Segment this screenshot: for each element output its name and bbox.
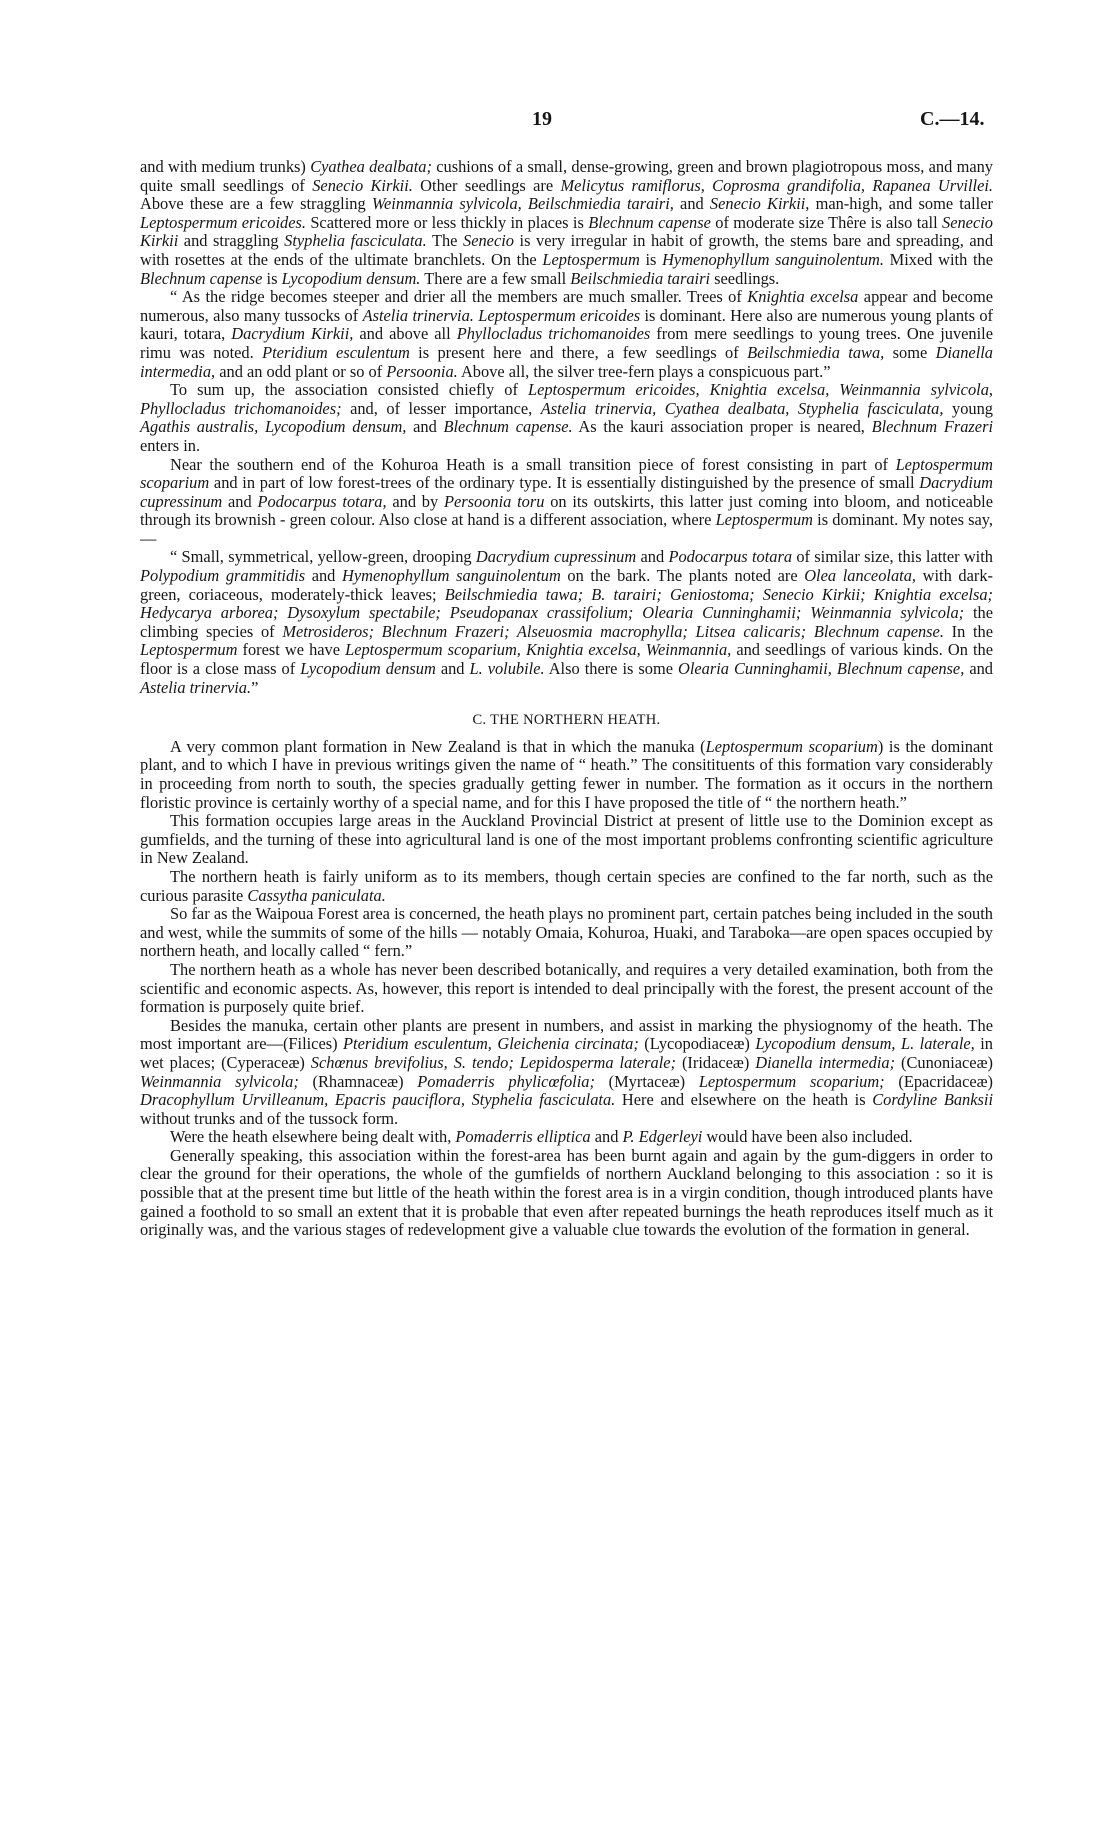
text-run: the climbing species of — [140, 603, 994, 641]
paragraph — [140, 1017, 993, 1129]
text-run: and an odd plant or so of — [215, 361, 387, 381]
italic-run: Blechnum capense — [140, 268, 263, 288]
italic-run: Dacrydium cupressinum — [475, 547, 637, 567]
italic-run: Senecio Kirkii, — [709, 194, 810, 214]
italic-run: Podocarpus totara, — [257, 491, 387, 511]
text-run: with dark-green, coriaceous, moderately-thick leaves; — [140, 566, 993, 604]
italic-run: Dacrydium Kirkii, — [231, 324, 354, 344]
italic-run: Leptospermum scoparium — [705, 736, 878, 756]
text-run: young — [943, 398, 993, 418]
italic-run: Persoonia. — [386, 361, 458, 381]
text-run: Also there is some — [544, 659, 678, 679]
text-run: is dominant. Here also are numerous young plants of kauri, totara, — [140, 305, 993, 344]
text-run: is — [262, 268, 282, 288]
italic-run: Cassytha paniculata. — [247, 885, 386, 905]
paragraph — [140, 548, 993, 697]
italic-run: Olearia Cunninghamii, Blechnum capense, — [677, 659, 965, 679]
italic-run: Leptospermum — [140, 640, 238, 660]
text-run: (Myrtaceæ) — [594, 1071, 699, 1091]
document-code: C.—14. — [920, 108, 985, 130]
page-number: 19 — [532, 108, 552, 130]
text-run: and — [673, 194, 710, 214]
text-run: Above these are a few straggling — [140, 194, 372, 214]
text-run: Scattered more or less thickly in places is — [305, 212, 589, 232]
italic-run: Astelia trinervia. — [362, 305, 474, 325]
text-run: and with medium trunks) — [140, 157, 311, 176]
text-run: There are a few small — [420, 268, 571, 288]
italic-run: Weinmannia sylvicola, Beilschmiedia tarairi, — [371, 194, 674, 214]
text-run: So far as the Waipoua Forest area is concerned, the heath plays no prominent part, certain patches being included in the south and west, while the summits of some of the hills — notably Omaia, Kohuroa, Huaki, and Taraboka—are open spaces occupied by northern heath, and locally called “ fern.” — [140, 904, 993, 961]
text-run: Generally speaking, this association within the forest-area has been burnt again and again by the gum-diggers in order to clear the ground for their operations, the whole of the gumfields of northern Auckland belonging to this association : so it is possible that at the present time but little of the heath within the forest area is in a virgin condition, though introduced plants have gained a foothold to so small an extent that it is probable that even after repeated burnings the heath reproduces itself much as it originally was, and the various stages of redevelopment give a valuable clue towards the evolution of the formation in general. — [140, 1145, 993, 1240]
italic-run: Hymenophyllum sanguinolentum — [342, 566, 561, 586]
text-run: “ As the ridge becomes steeper and drier all the members are much smaller. Trees of — [170, 287, 748, 307]
text-run: The northern heath as a whole has never been described botanically, and requires a very detailed examination, both from the scientific and economic aspects. As, however, this report is intended to deal principally with the forest, the present account of the formation is purposely quite brief. — [140, 959, 993, 1017]
italic-run: Podocarpus totara — [668, 547, 793, 567]
text-run: and above all — [353, 324, 457, 344]
paragraph — [140, 1128, 993, 1147]
paragraph — [140, 158, 993, 288]
italic-run: Weinmannia sylvicola; — [140, 1071, 299, 1091]
section-heading — [140, 711, 993, 730]
paragraph — [140, 1147, 993, 1240]
italic-run: Olea lanceolata, — [804, 566, 916, 586]
paragraph — [140, 868, 993, 905]
text-run: on the bark. The plants noted are — [560, 566, 805, 586]
italic-run: Pteridium esculentum, Gleichenia circinata; — [343, 1034, 639, 1054]
italic-run: Blechnum capense. — [443, 417, 573, 437]
paragraph — [140, 288, 993, 381]
text-run: from mere seedlings to young trees. One juvenile rimu was noted. — [140, 324, 994, 362]
text-run: To sum up, the association consisted chiefly of — [170, 380, 528, 400]
text-run: In the — [943, 621, 993, 641]
text-run: Above all, the silver tree-fern plays a conspicuous part.” — [457, 361, 831, 381]
page-header — [0, 108, 1114, 138]
text-run: A very common plant formation in New Zealand is that in which the manuka ( — [170, 736, 706, 756]
text-run: and — [964, 659, 993, 679]
text-run: The — [426, 231, 463, 251]
italic-run: Hymenophyllum sanguinolentum. — [662, 249, 884, 269]
italic-run: Leptospermum ericoides — [478, 305, 641, 325]
text-run: in wet places; (Cyperaceæ) — [140, 1034, 993, 1072]
italic-run: Senecio Kirkii. — [312, 175, 413, 195]
italic-run: Cyathea dealbata; — [310, 157, 432, 176]
italic-run: Astelia trinervia, Cyathea dealbata, Styphelia fasciculata, — [540, 398, 944, 418]
text-run: (Epacridaceæ) — [884, 1071, 994, 1091]
text-run: The northern heath is fairly uniform as to its members, though certain species are confined to the far north, such as the curious parasite — [140, 866, 993, 905]
paragraph — [140, 456, 993, 549]
text-run: and — [590, 1127, 623, 1147]
text-run: Besides the manuka, certain other plants are present in numbers, and assist in marking the physiognomy of the heath. The most important are—(Filices) — [140, 1015, 993, 1054]
text-run: would have been also included. — [702, 1127, 913, 1147]
text-run: Near the southern end of the Kohuroa Heath is a small transition piece of forest consisting in part of — [170, 454, 896, 474]
text-run: without trunks and of the tussock form. — [140, 1108, 399, 1128]
text-run: (Lycopodiaceæ) — [638, 1034, 756, 1054]
text-run: and seedlings of various kinds. On the floor is a close mass of — [140, 640, 993, 679]
text-run: some — [884, 342, 936, 362]
italic-run: Styphelia fasciculata. — [284, 231, 427, 251]
text-run: and — [435, 659, 470, 679]
text-run: and in part of low forest-trees of the ordinary type. It is essentially distinguished by the presence of small — [209, 473, 920, 493]
italic-run: Dacrydium cupressinum — [140, 473, 993, 511]
italic-run: Melicytus ramiflorus, Coprosma grandifolia, Rapanea Urvillei. — [560, 175, 993, 195]
italic-run: Pteridium esculentum — [262, 342, 410, 362]
text-run: and — [222, 491, 258, 511]
text-run: enters in. — [140, 435, 201, 455]
text-run: “ Small, symmetrical, yellow-green, drooping — [170, 547, 476, 567]
text-run: and — [636, 547, 669, 567]
paragraph — [140, 905, 993, 961]
italic-run: Leptospermum ericoides, Knightia excelsa, Weinmannia sylvicola, Phyllocladus trichomanoides; — [140, 380, 993, 418]
text-run: of moderate size Thêre is also tall — [710, 212, 943, 232]
italic-run: Agathis australis, Lycopodium densum, — [140, 417, 407, 437]
italic-run: Dianella intermedia; — [755, 1052, 896, 1072]
italic-run: Leptospermum scoparium; — [698, 1071, 885, 1091]
italic-run: Dracophyllum Urvilleanum, Epacris pauciflora, Styphelia fasciculata. — [140, 1090, 616, 1110]
text-run: and — [406, 417, 444, 437]
paragraph — [140, 961, 993, 1017]
italic-run: Dianella intermedia, — [140, 342, 993, 381]
text-run: ” — [251, 677, 259, 697]
text-run: of similar size, this latter with — [792, 547, 993, 567]
italic-run: Knightia excelsa — [747, 287, 859, 307]
text-run: appear and become numerous, also many tussocks of — [140, 287, 993, 325]
text-run: is — [639, 249, 663, 269]
italic-run: Leptospermum scoparium — [140, 454, 993, 493]
text-run: Mixed with the — [884, 249, 993, 269]
text-run: ) is the dominant plant, and to which I have in previous writings given the name of “ heath.” The consitituents of this formation vary considerably in proceeding from north to south, the species gradually getting fewer in number. The formation as it occurs in the northern floristic province is certainly worthy of a special name, and for this I have proposed the title of “ the northern heath.” — [140, 736, 993, 812]
text-run: Other seedlings are — [412, 175, 561, 195]
italic-run: Leptospermum ericoides. — [140, 212, 306, 232]
text-run: and by — [386, 491, 444, 511]
italic-run: Schœnus brevifolius, S. tendo; Lepidosperma laterale; — [310, 1052, 676, 1072]
text-run: on its outskirts, this latter just coming into bloom, and noticeable through its brownish - green colour. Also close at hand is a different association, where — [140, 491, 993, 530]
text-run: and, of lesser importance, — [341, 398, 541, 418]
italic-run: Pomaderris phylicœfolia; — [417, 1071, 595, 1091]
text-run: seedlings. — [710, 268, 780, 288]
paragraph — [140, 381, 993, 455]
text-run: cushions of a small, dense-growing, green and brown plagiotropous moss, and many quite small seedlings of — [140, 157, 993, 195]
text-run: (Cunoniaceæ) — [895, 1052, 993, 1072]
italic-run: Persoonia toru — [443, 491, 545, 511]
italic-run: Lycopodium densum. — [281, 268, 421, 288]
text-run: and straggling — [178, 231, 285, 251]
italic-run: Beilschmiedia tawa; B. tarairi; Geniostoma; Senecio Kirkii; Knightia excelsa; Hedycarya arborea; Dysoxylum spectabile; Pseudopanax crassifolium; Olearia Cunninghamii; Weinmannia sylvicola; — [140, 584, 993, 623]
italic-run: Polypodium grammitidis — [140, 566, 306, 586]
italic-run: Senecio Kirkii — [140, 212, 993, 251]
body-text — [140, 158, 993, 1240]
text-run: is dominant. My notes say,— — [140, 510, 993, 548]
text-run: C. THE NORTHERN HEATH. — [472, 712, 661, 729]
paragraph — [140, 738, 993, 812]
text-run: is very irregular in habit of growth, the stems bare and spreading, and with rosettes at the ends of the ultimate branchlets. On the — [140, 231, 994, 269]
italic-run: Metrosideros; Blechnum Frazeri; Alseuosmia macrophylla; Litsea calicaris; Blechnum capense. — [282, 621, 944, 641]
text-run: forest we have — [237, 640, 346, 660]
text-run: (Iridaceæ) — [675, 1052, 756, 1072]
text-run: This formation occupies large areas in the Auckland Provincial District at present of little use to the Dominion except as gumfields, and the turning of these into agricultural land is one of the most important problems confronting scientific agriculture in New Zealand. — [140, 811, 993, 868]
text-run: is present here and there, a few seedlings of — [409, 342, 748, 362]
text-run: Were the heath elsewhere being dealt with, — [170, 1127, 456, 1147]
italic-run: Leptospermum — [715, 510, 813, 530]
italic-run: P. Edgerleyi — [622, 1127, 703, 1147]
italic-run: Blechnum capense — [588, 212, 711, 232]
italic-run: Beilschmiedia tarairi — [570, 268, 711, 288]
text-run: Here and elsewhere on the heath is — [615, 1090, 873, 1110]
italic-run: Cordyline Banksii — [872, 1090, 994, 1110]
italic-run: Beilschmiedia tawa, — [747, 342, 885, 362]
italic-run: L. volubile. — [469, 659, 545, 679]
italic-run: Lycopodium densum — [300, 659, 436, 679]
italic-run: Blechnum Frazeri — [871, 417, 994, 437]
italic-run: Astelia trinervia. — [140, 677, 252, 697]
text-run: man-high, and some taller — [809, 194, 993, 214]
italic-run: Phyllocladus trichomanoides — [456, 324, 651, 344]
italic-run: Lycopodium densum, L. laterale, — [755, 1034, 975, 1054]
italic-run: Senecio — [463, 231, 514, 251]
text-run: As the kauri association proper is neared, — [572, 417, 872, 437]
italic-run: Leptospermum scoparium, Knightia excelsa, Weinmannia, — [345, 640, 732, 660]
text-run: (Rhamnaceæ) — [298, 1071, 418, 1091]
italic-run: Pomaderris elliptica — [455, 1127, 591, 1147]
paragraph — [140, 812, 993, 868]
text-run: and — [305, 566, 343, 586]
italic-run: Leptospermum — [542, 249, 640, 269]
